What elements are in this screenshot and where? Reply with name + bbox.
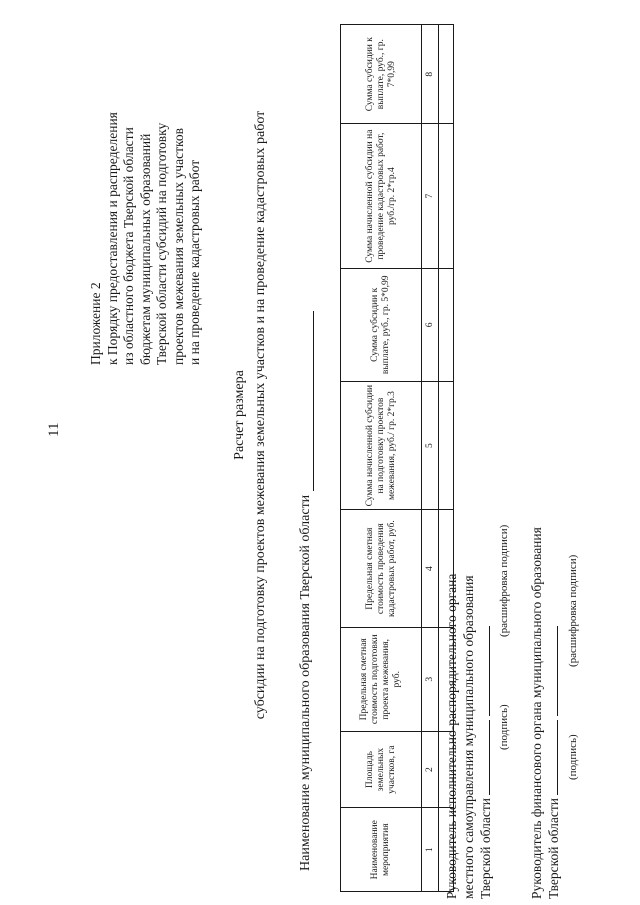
page-number: 11 <box>46 422 62 437</box>
doc-subtitle: субсидии на подготовку проектов межевания земельных участков и на проведение кадастровых работ <box>253 110 268 720</box>
fin-head-line <box>545 527 562 899</box>
header-cell: Сумма начисленной субсидии на подготовку проектов межевания, руб./ гр. 2*гр.3 <box>341 381 422 510</box>
table-cell <box>439 124 454 269</box>
column-number: 5 <box>422 381 439 510</box>
appendix-line: к Порядку предоставления и распределения <box>104 112 120 365</box>
doc-title: Расчет размера <box>232 370 247 460</box>
exec-head-line: местного самоуправления муниципального образования <box>461 575 476 899</box>
fin-head-line-text: Тверской области <box>546 798 561 899</box>
column-number: 3 <box>422 627 439 731</box>
fin-sign-line <box>557 720 558 795</box>
appendix-block <box>88 112 204 365</box>
subsidy-table <box>340 24 454 892</box>
fin-head-line: Руководитель финансового органа муниципального образования <box>529 527 544 899</box>
header-cell: Наименование мероприятия <box>341 808 422 892</box>
exec-head-line <box>477 574 494 899</box>
header-cell: Сумма начисленной субсидии на проведение кадастровых работ, руб./гр. 2*гр.4 <box>341 124 422 269</box>
appendix-line: проектов межевания земельных участков <box>170 128 186 365</box>
column-number: 6 <box>422 268 439 381</box>
column-number: 4 <box>422 510 439 627</box>
table-cell <box>439 381 454 510</box>
exec-sign-line <box>489 720 490 795</box>
column-number: 1 <box>422 808 439 892</box>
appendix-line: Приложение 2 <box>88 282 103 365</box>
appendix-line: и на проведение кадастровых работ <box>187 159 202 365</box>
exec-head-line: Руководитель исполнительно-распорядительного органа <box>444 573 459 899</box>
fin-head-signature <box>528 527 562 899</box>
table-cell <box>439 268 454 381</box>
header-cell: Предельная сметная стоимость проведения кадастровых работ, руб. <box>341 510 422 627</box>
column-number: 2 <box>422 731 439 808</box>
header-cell: Предельная сметная стоимость подготовки проекта межевания, руб. <box>341 627 422 731</box>
fin-decode-line <box>557 626 558 716</box>
header-cell: Сумма субсидии к выплате, руб., гр. 7*0,99 <box>341 25 422 124</box>
municipality-label: Наименование муниципального образования Тверской области <box>298 494 313 871</box>
municipality-input-line <box>313 311 314 491</box>
table-number-row <box>422 25 439 892</box>
header-cell: Сумма субсидии к выплате, руб., гр. 5*0,99 <box>341 268 422 381</box>
exec-head-signature <box>443 574 494 899</box>
fin-decode-caption: (расшифровка подписи) <box>567 554 579 667</box>
exec-head-line-text: Тверской области <box>478 798 493 899</box>
table-cell <box>439 25 454 124</box>
appendix-line: из областного бюджета Тверской области <box>121 127 136 365</box>
table-header-row <box>341 25 422 892</box>
column-number: 7 <box>422 124 439 269</box>
column-number: 8 <box>422 25 439 124</box>
appendix-line: Тверской области субсидий на подготовку <box>154 122 169 365</box>
appendix-line: бюджетам муниципальных образований <box>137 133 153 365</box>
municipality-field <box>298 311 314 871</box>
fin-sign-caption: (подпись) <box>567 734 579 780</box>
header-cell: Площадь земельных участков, га <box>341 731 422 808</box>
exec-decode-caption: (расшифровка подписи) <box>498 524 510 637</box>
exec-decode-line <box>489 626 490 716</box>
exec-sign-caption: (подпись) <box>498 704 510 750</box>
